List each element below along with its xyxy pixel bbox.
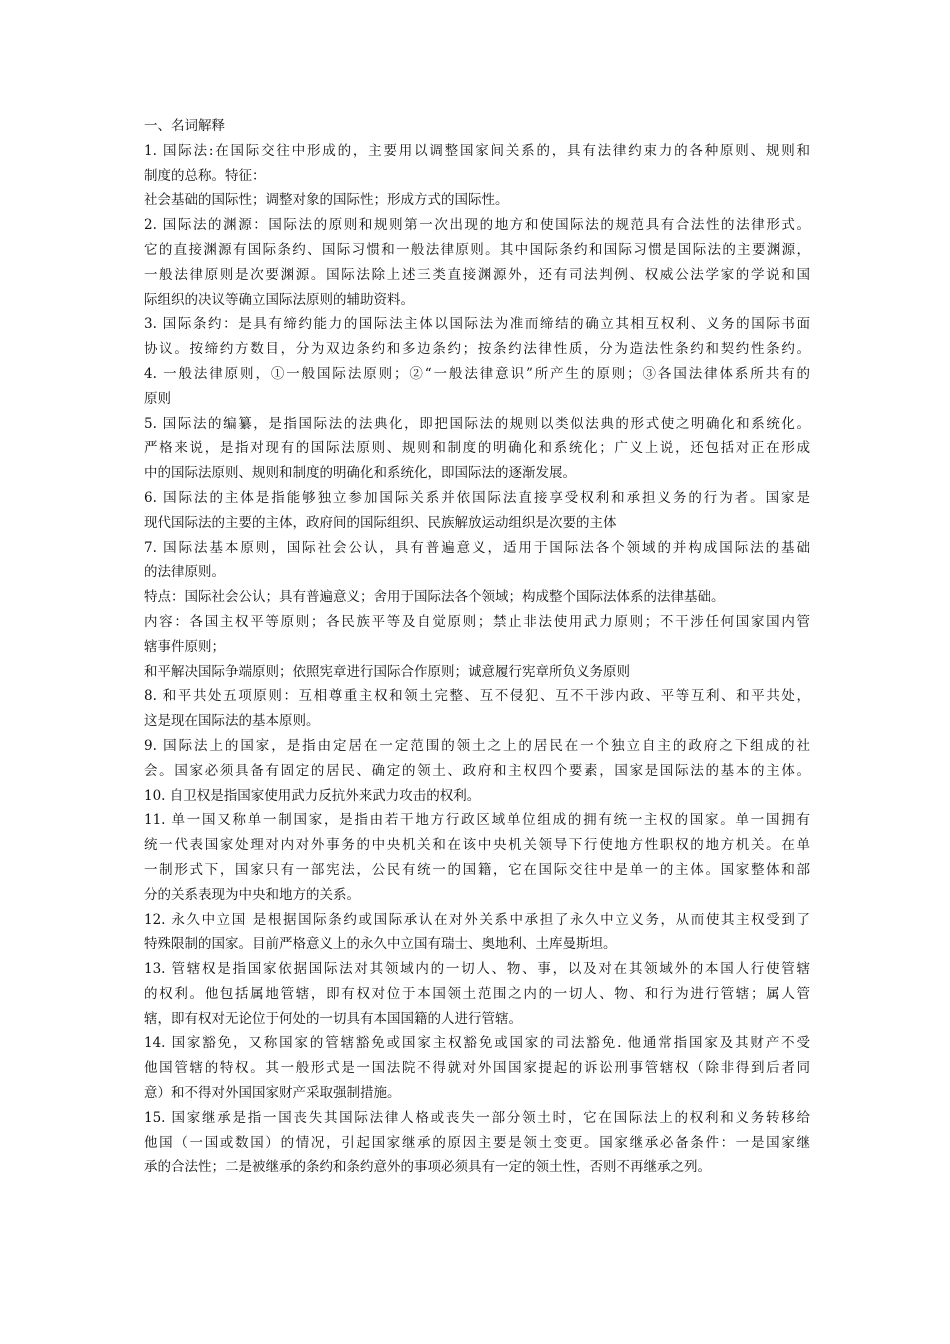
text-line: 5. 国际法的编纂，是指国际法的法典化，即把国际法的规则以类似法典的形式使之明确化和系统化。 (144, 415, 810, 432)
text-line: 际组织的决议等确立国际法原则的辅助资料。 (144, 291, 414, 308)
text-line: 11. 单一国又称单一制国家，是指由若干地方行政区域单位组成的拥有统一主权的国家。单一国拥有 (144, 812, 810, 829)
text-line: 他国（一国或数国）的情况，引起国家继承的原因主要是领土变更。国家继承必备条件：一是国家继 (144, 1134, 810, 1151)
text-line: 13. 管辖权是指国家依据国际法对其领域内的一切人、物、事，以及对在其领域外的本国人行使管辖 (144, 961, 810, 978)
text-line: 特点：国际社会公认；具有普遍意义；舍用于国际法各个领域；构成整个国际法体系的法律基础。 (144, 589, 725, 606)
text-line: 承的合法性；二是被继承的条约和条约意外的事项必须具有一定的领土性，否则不再继承之列。 (144, 1159, 711, 1176)
document-page (144, 114, 810, 1180)
text-line: 10. 自卫权是指国家使用武力反抗外来武力攻击的权利。 (144, 787, 481, 804)
text-line: 6. 国际法的主体是指能够独立参加国际关系并依国际法直接享受权利和承担义务的行为者。国家是 (144, 489, 810, 506)
text-line: 统一代表国家处理对内对外事务的中央机关和在该中央机关领导下行使地方性职权的地方机关。在单 (144, 837, 810, 854)
text-line: 辖，即有权对无论位于何处的一切具有本国国籍的人进行管辖。 (144, 1010, 522, 1027)
text-line: 会。国家必须具备有固定的居民、确定的领土、政府和主权四个要素，国家是国际法的基本的主体。 (144, 762, 810, 779)
text-line: 15. 国家继承是指一国丧失其国际法律人格或丧失一部分领土时，它在国际法上的权利和义务转移给 (144, 1109, 810, 1126)
text-line: 严格来说，是指对现有的国际法原则、规则和制度的明确化和系统化；广义上说，还包括对正在形成 (144, 440, 810, 457)
text-line: 协议。按缔约方数目，分为双边条约和多边条约；按条约法律性质，分为造法性条约和契约性条约。 (144, 341, 810, 358)
text-line: 分的关系表现为中央和地方的关系。 (144, 886, 360, 903)
text-line: 12. 永久中立国 是根据国际条约或国际承认在对外关系中承担了永久中立义务，从而使其主权受到了 (144, 911, 810, 928)
text-line: 8. 和平共处五项原则：互相尊重主权和领土完整、互不侵犯、互不干涉内政、平等互利、和平共处， (144, 688, 810, 705)
text-line: 辖事件原则； (144, 638, 225, 655)
text-line: 7. 国际法基本原则，国际社会公认，具有普遍意义，适用于国际法各个领域的并构成国际法的基础 (144, 539, 810, 556)
text-line: 原则 (144, 390, 171, 407)
text-line: 2. 国际法的渊源：国际法的原则和规则第一次出现的地方和使国际法的规范具有合法性的法律形式。 (144, 217, 810, 234)
text-line: 他国管辖的特权。其一般形式是一国法院不得就对外国国家提起的诉讼刑事管辖权（除非得到后者同 (144, 1060, 810, 1077)
text-line: 3. 国际条约：是具有缔约能力的国际法主体以国际法为准而缔结的确立其相互权利、义务的国际书面 (144, 316, 810, 333)
text-line: 9. 国际法上的国家，是指由定居在一定范围的领土之上的居民在一个独立自主的政府之下组成的社 (144, 737, 810, 754)
section-heading: 一、名词解释 (144, 118, 225, 134)
text-line: 这是现在国际法的基本原则。 (144, 713, 320, 730)
text-line: 中的国际法原则、规则和制度的明确化和系统化，即国际法的逐渐发展。 (144, 465, 576, 482)
text-line: 制度的总称。特征： (144, 167, 266, 184)
text-line: 意）和不得对外国国家财产采取强制措施。 (144, 1085, 401, 1102)
text-line: 一制形式下，国家只有一部宪法，公民有统一的国籍，它在国际交往中是单一的主体。国家整体和部 (144, 861, 810, 878)
text-line: 的权利。他包括属地管辖，即有权对位于本国领土范围之内的一切人、物、和行为进行管辖；属人管 (144, 985, 810, 1002)
text-line: 的法律原则。 (144, 564, 225, 581)
text-line: 内容：各国主权平等原则；各民族平等及自觉原则；禁止非法使用武力原则；不干涉任何国家国内管 (144, 613, 810, 630)
text-line: 现代国际法的主要的主体，政府间的国际组织、民族解放运动组织是次要的主体 (144, 514, 617, 531)
text-line: 和平解决国际争端原则；依照宪章进行国际合作原则；诚意履行宪章所负义务原则 (144, 663, 630, 680)
text-line: 它的直接渊源有国际条约、国际习惯和一般法律原则。其中国际条约和国际习惯是国际法的主要渊源， (144, 241, 810, 258)
text-line: 一般法律原则是次要渊源。国际法除上述三类直接渊源外，还有司法判例、权威公法学家的学说和国 (144, 266, 810, 283)
text-line: 14. 国家豁免，又称国家的管辖豁免或国家主权豁免或国家的司法豁免. 他通常指国家及其财产不受 (144, 1035, 810, 1052)
text-line: 4. 一般法律原则，①一般国际法原则；②“一般法律意识”所产生的原则；③各国法律体系所共有的 (144, 365, 810, 382)
text-line: 1. 国际法:在国际交往中形成的，主要用以调整国家间关系的，具有法律约束力的各种原则、规则和 (144, 142, 810, 159)
text-line: 特殊限制的国家。目前严格意义上的永久中立国有瑞士、奥地利、土库曼斯坦。 (144, 936, 617, 953)
text-line: 社会基础的国际性；调整对象的国际性；形成方式的国际性。 (144, 192, 509, 209)
